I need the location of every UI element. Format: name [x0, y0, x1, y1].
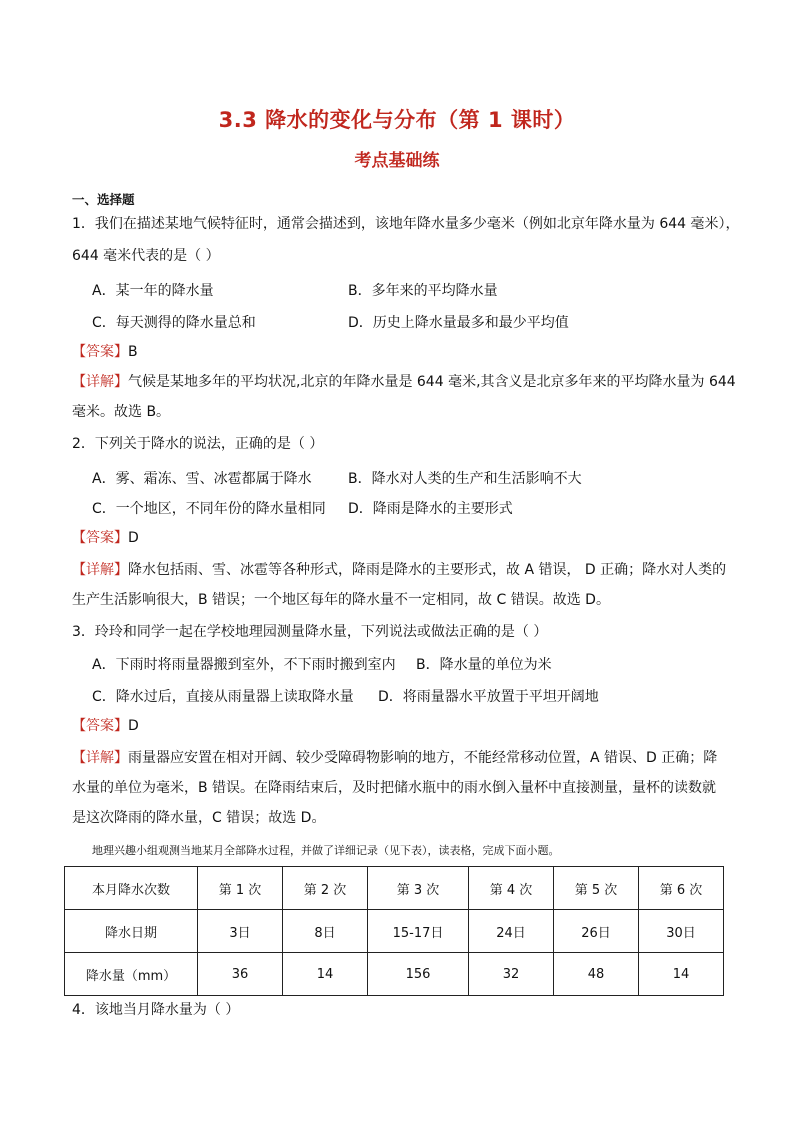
answer-tag: 【答案】 [72, 530, 128, 546]
table-cell: 156 [367, 953, 468, 996]
q3-detail-line2: 水量的单位为毫米，B 错误。在降雨结束后，及时把储水瓶中的雨水倒入量杯中直接测量，量杯的读数就 [72, 780, 717, 796]
table-cell: 本月降水次数 [65, 867, 198, 910]
q3-option-c: C．降水过后，直接从雨量器上读取降水量 [92, 689, 354, 705]
detail-tag: 【详解】 [72, 562, 128, 578]
table-cell: 第 6 次 [638, 867, 723, 910]
q1-stem-line2: 644 毫米代表的是（ ） [72, 248, 220, 264]
q3-stem-line1: 3．玲玲和同学一起在学校地理园测量降水量，下列说法或做法正确的是（ ） [72, 624, 548, 640]
q3-option-d: D．将雨量器水平放置于平坦开阔地 [378, 689, 599, 705]
table-cell: 48 [554, 953, 639, 996]
table-cell: 14 [638, 953, 723, 996]
q2-answer [72, 528, 732, 548]
q1-detail-line1 [72, 372, 736, 392]
table-cell: 32 [469, 953, 554, 996]
q3-option-b: B．降水量的单位为米 [416, 657, 552, 673]
q2-detail-line2: 生产生活影响很大，B 错误；一个地区每年的降水量不一定相同，故 C 错误。故选 D。 [72, 592, 610, 608]
detail-text: 气候是某地多年的平均状况,北京的年降水量是 644 毫米,其含义是北京多年来的平均降水量为 644 [128, 374, 736, 390]
section-heading: 一、选择题 [72, 192, 135, 207]
table-cell: 降水量（mm） [65, 953, 198, 996]
table-cell: 降水日期 [65, 910, 198, 953]
table-cell: 第 5 次 [554, 867, 639, 910]
q3-detail-line1 [72, 748, 732, 768]
table-cell: 26日 [554, 910, 639, 953]
answer-tag: 【答案】 [72, 344, 128, 360]
table-row [65, 867, 724, 910]
q1-option-a: A．某一年的降水量 [92, 283, 214, 299]
q1-stem-line1: 1．我们在描述某地气候特征时，通常会描述到，该地年降水量多少毫米（例如北京年降水量为 644 毫米）， [72, 216, 740, 232]
table-cell: 30日 [638, 910, 723, 953]
detail-text: 降水包括雨、雪、冰雹等各种形式，降雨是降水的主要形式，故 A 错误， D 正确；降水对人类的 [128, 562, 727, 578]
page-subtitle: 考点基础练 [354, 151, 440, 171]
table-cell: 第 4 次 [469, 867, 554, 910]
table-cell: 第 2 次 [282, 867, 367, 910]
table-cell: 36 [198, 953, 283, 996]
q2-stem-line1: 2．下列关于降水的说法，正确的是（ ） [72, 436, 324, 452]
q3-option-a: A．下雨时将雨量器搬到室外，不下雨时搬到室内 [92, 657, 396, 673]
page-title: 3.3 降水的变化与分布（第 1 课时） [218, 108, 576, 132]
q1-option-c: C．每天测得的降水量总和 [92, 315, 256, 331]
table-cell: 15-17日 [367, 910, 468, 953]
answer-value: D [128, 530, 139, 546]
q1-option-b: B．多年来的平均降水量 [348, 283, 498, 299]
table-cell: 24日 [469, 910, 554, 953]
q2-detail-line1 [72, 560, 732, 580]
table-cell: 第 1 次 [198, 867, 283, 910]
answer-value: B [128, 344, 138, 360]
table-cell: 14 [282, 953, 367, 996]
q3-detail-line3: 是这次降雨的降水量，C 错误；故选 D。 [72, 810, 326, 826]
table-cell: 8日 [282, 910, 367, 953]
q1-answer [72, 342, 732, 362]
detail-text: 雨量器应安置在相对开阔、较少受障碍物影响的地方，不能经常移动位置，A 错误、D 正确；降 [128, 750, 718, 766]
table-row [65, 953, 724, 996]
q3-answer [72, 716, 732, 736]
q2-option-d: D．降雨是降水的主要形式 [348, 501, 513, 517]
table-cell: 3日 [198, 910, 283, 953]
answer-value: D [128, 718, 139, 734]
precipitation-table [64, 866, 724, 996]
q2-option-b: B．降水对人类的生产和生活影响不大 [348, 471, 582, 487]
answer-tag: 【答案】 [72, 718, 128, 734]
q1-option-d: D．历史上降水量最多和最少平均值 [348, 315, 569, 331]
q4-stem-line1: 4．该地当月降水量为（ ） [72, 1002, 240, 1018]
material-intro: 地理兴趣小组观测当地某月全部降水过程，并做了详细记录（见下表），读表格，完成下面小题。 [92, 844, 560, 857]
q2-option-c: C．一个地区，不同年份的降水量相同 [92, 501, 326, 517]
q1-detail-line2: 毫米。故选 B。 [72, 404, 171, 420]
detail-tag: 【详解】 [72, 750, 128, 766]
table-cell: 第 3 次 [367, 867, 468, 910]
detail-tag: 【详解】 [72, 374, 128, 390]
table-row [65, 910, 724, 953]
q2-option-a: A．雾、霜冻、雪、冰雹都属于降水 [92, 471, 312, 487]
